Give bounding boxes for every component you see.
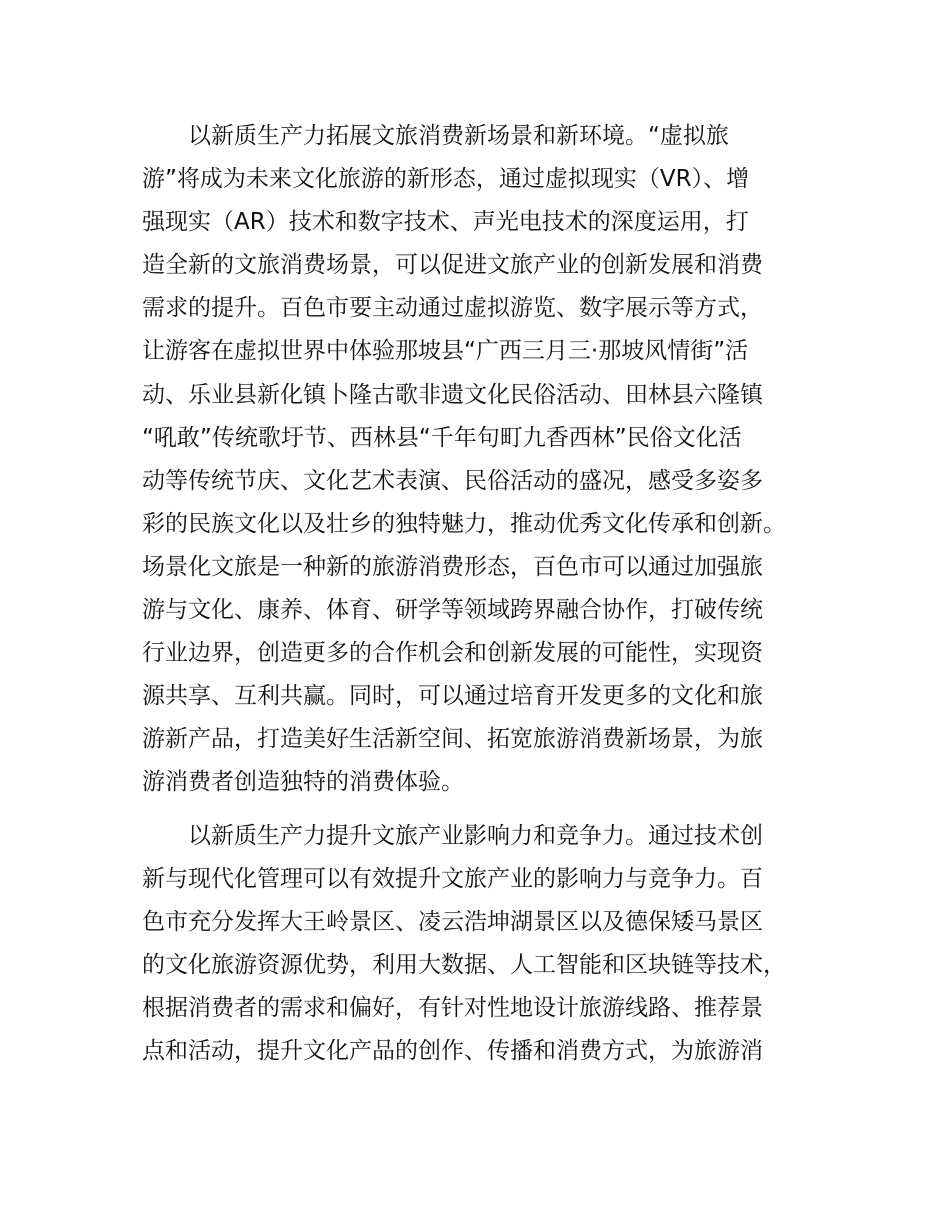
paragraph-1: 以新质生产力拓展文旅消费新场景和新环境。“虚拟旅 游”将成为未来文化旅游的新形态，通过虚拟现实（VR）、增 强现实（AR）技术和数字技术、声光电技术的深度运用，打 造全新的文旅消费场景，可以促进文旅产业的创新发展和消费 需求的提升。百色市要主动通过虚拟游览、数字展示等方式， 让游客在虚拟世界中体验那坡县“广西三月三·那坡风情街”活 动、乐业县新化镇卜隆古歌非遗文化民俗活动、田林县六隆镇 “吼敢”传统歌圩节、西林县“千年句町九香西林”民俗文化活 动等传统节庆、文化艺术表演、民俗活动的盛况，感受多姿多 彩的民族文化以及壮乡的独特魅力，推动优秀文化传承和创新。 场景化文旅是一种新的旅游消费形态，百色市可以通过加强旅 游与文化、康养、体育、研学等领域跨界融合协作，打破传统 行业边界，创造更多的合作机会和创新发展的可能性，实现资 源共享、互利共赢。同时，可以通过培育开发更多的文化和旅 游新产品，打造美好生活新空间、拓宽旅游消费新场景，为旅 游消费者创造独特的消费体验。: [142, 123, 786, 796]
paragraph-2: 以新质生产力提升文旅产业影响力和竞争力。通过技术创 新与现代化管理可以有效提升文旅产业的影响力与竞争力。百 色市充分发挥大王岭景区、凌云浩坤湖景区以及德保矮马景区 的文化旅游资源优势，利用大数据、人工智能和区块链等技术， 根据消费者的需求和偏好，有针对性地设计旅游线路、推荐景 点和活动，提升文化产品的创作、传播和消费方式，为旅游消: [142, 822, 786, 1064]
body-text: [142, 115, 842, 1073]
